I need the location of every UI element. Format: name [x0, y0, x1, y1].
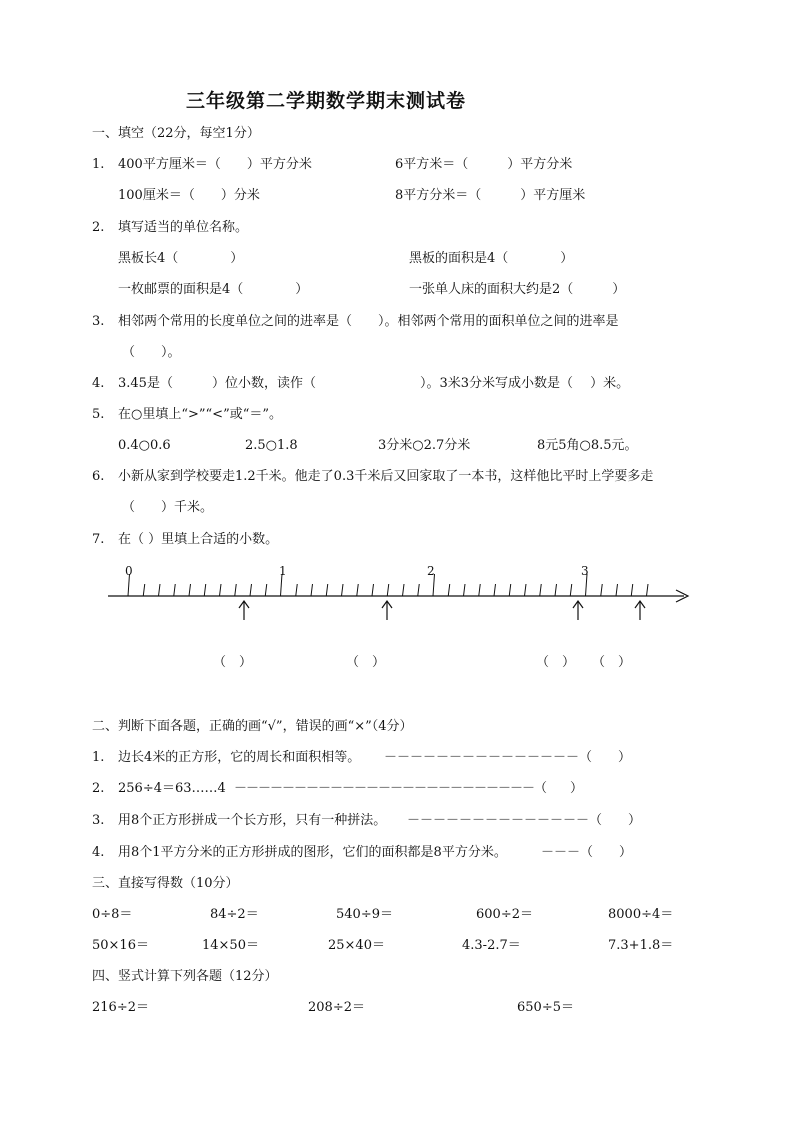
number-line-tick: [418, 584, 420, 596]
number-line-tick: [555, 584, 557, 596]
q5-item-c: 3分米○2.7分米: [378, 438, 471, 453]
q2-item-d: 一张单人床的面积大约是2（ ）: [409, 282, 626, 297]
number-line-label-3: 3: [581, 564, 589, 578]
calc-item: 14×50＝: [202, 938, 259, 953]
vertical-calc-item: 208÷2＝: [308, 1000, 365, 1015]
s2-item-3-text: 用8个正方形拼成一个长方形，只有一种拼法。: [118, 813, 387, 828]
q7-blank-4: （ ）: [592, 655, 632, 670]
q7-blank-3: （ ）: [536, 655, 576, 670]
number-line-tick: [189, 584, 191, 596]
number-line-tick: [326, 584, 328, 596]
s2-item-1-text: 边长4米的正方形，它的周长和面积相等。: [118, 750, 361, 765]
number-line-tick: [570, 584, 572, 596]
calc-item: 4.3-2.7＝: [462, 938, 521, 953]
number-line-tick: [616, 584, 618, 596]
q2-item-a: 黑板长4（ ）: [118, 251, 244, 266]
section-2-heading: 二、判断下面各题，正确的画“√”，错误的画“×”（4分）: [92, 719, 413, 734]
q3-text: 相邻两个常用的长度单位之间的进率是（ ）。相邻两个常用的面积单位之间的进率是: [118, 314, 619, 329]
q1-item-b: 6平方米＝（ ）平方分米: [395, 157, 573, 172]
q5-item-b: 2.5○1.8: [245, 438, 298, 453]
s2-item-1-number: 1.: [92, 750, 105, 765]
q6-number: 6.: [92, 469, 105, 484]
number-line-tick: [311, 584, 313, 596]
number-line-tick: [159, 584, 161, 596]
number-line-label-2: 2: [427, 564, 435, 578]
number-line-tick: [525, 584, 527, 596]
q2-text: 填写适当的单位名称。: [118, 220, 249, 235]
number-line-tick: [403, 584, 405, 596]
number-line-tick: [540, 584, 542, 596]
q7-blank-1: （ ）: [213, 655, 253, 670]
q5-item-d: 8元5角○8.5元。: [537, 438, 638, 453]
q1-item-a: 400平方厘米＝（ ）平方分米: [118, 157, 312, 172]
number-line-tick: [296, 584, 298, 596]
number-line-tick: [265, 584, 267, 596]
q1-number: 1.: [92, 157, 105, 172]
number-line-tick: [494, 584, 496, 596]
q1-item-d: 8平方分米＝（ ）平方厘米: [395, 188, 586, 203]
section-1-heading: 一、填空（22分，每空1分）: [92, 126, 260, 141]
number-line-pointer-arrow: [239, 601, 249, 620]
s2-item-4-number: 4.: [92, 845, 105, 860]
calc-item: 7.3+1.8＝: [608, 938, 674, 953]
section-3-heading: 三、直接写得数（10分）: [92, 876, 239, 891]
q5-number: 5.: [92, 407, 105, 422]
calc-item: 50×16＝: [92, 938, 149, 953]
calc-item: 25×40＝: [328, 938, 385, 953]
calc-item: 8000÷4＝: [608, 907, 674, 922]
number-line-tick: [235, 584, 237, 596]
number-line-tick: [631, 584, 633, 596]
s2-item-4-dashes: －－－（ ）: [541, 845, 633, 860]
vertical-calc-item: 216÷2＝: [92, 1000, 149, 1015]
number-line-tick: [357, 584, 359, 596]
s2-item-2-dashes: －－－－－－－－－－－－－－－－－－－－－－－－－（ ）: [234, 781, 583, 796]
number-line-tick: [479, 584, 481, 596]
q7-text: 在（ ）里填上合适的小数。: [118, 532, 279, 547]
number-line-tick: [174, 584, 176, 596]
q4-number: 4.: [92, 376, 105, 391]
number-line-pointer-arrow: [635, 601, 645, 620]
q3-number: 3.: [92, 314, 105, 329]
q3-cont: （ ）。: [122, 345, 181, 360]
number-line-tick: [220, 584, 222, 596]
number-line-tick: [204, 584, 206, 596]
exam-title: 三年级第二学期数学期末测试卷: [186, 90, 467, 112]
q5-text: 在○里填上“>”“<”或“＝”。: [118, 407, 283, 422]
number-line-label-0: 0: [125, 564, 133, 578]
q1-item-c: 100厘米＝（ ）分米: [118, 188, 260, 203]
q2-item-b: 黑板的面积是4（ ）: [409, 251, 574, 266]
number-line-tick: [647, 584, 649, 596]
vertical-calc-item: 650÷5＝: [517, 1000, 574, 1015]
number-line-tick: [509, 584, 511, 596]
s2-item-3-number: 3.: [92, 813, 105, 828]
q4-text: 3.45是（ ）位小数，读作（ ）。3米3分米写成小数是（ ）米。: [118, 376, 630, 391]
number-line-tick: [448, 584, 450, 596]
calc-item: 0÷8＝: [92, 907, 133, 922]
number-line-tick: [342, 584, 344, 596]
q6-cont: （ ）千米。: [122, 500, 214, 515]
number-line-tick: [601, 584, 603, 596]
q6-text: 小新从家到学校要走1.2千米。他走了0.3千米后又回家取了一本书，这样他比平时上学要多走: [118, 469, 654, 484]
number-line-tick: [372, 584, 374, 596]
q7-number: 7.: [92, 532, 105, 547]
q2-number: 2.: [92, 220, 105, 235]
number-line-tick: [387, 584, 389, 596]
number-line-tick: [250, 584, 252, 596]
section-4-heading: 四、竖式计算下列各题（12分）: [92, 969, 278, 984]
calc-item: 600÷2＝: [476, 907, 533, 922]
s2-item-2-number: 2.: [92, 781, 105, 796]
s2-item-3-dashes: －－－－－－－－－－－－－－（ ）: [407, 813, 642, 828]
s2-item-2-text: 256÷4＝63……4: [118, 781, 226, 796]
calc-item: 84÷2＝: [210, 907, 259, 922]
q7-blank-2: （ ）: [346, 655, 386, 670]
number-line-tick: [143, 584, 145, 596]
number-line-pointer-arrow: [382, 601, 392, 620]
number-line-label-1: 1: [279, 564, 287, 578]
number-line-pointer-arrow: [573, 601, 583, 620]
q2-item-c: 一枚邮票的面积是4（ ）: [118, 282, 309, 297]
q5-item-a: 0.4○0.6: [118, 438, 171, 453]
number-line-tick: [464, 584, 466, 596]
s2-item-4-text: 用8个1平方分米的正方形拼成的图形，它们的面积都是8平方分米。: [118, 845, 507, 860]
calc-item: 540÷9＝: [336, 907, 393, 922]
s2-item-1-dashes: －－－－－－－－－－－－－－－（ ）: [384, 750, 632, 765]
